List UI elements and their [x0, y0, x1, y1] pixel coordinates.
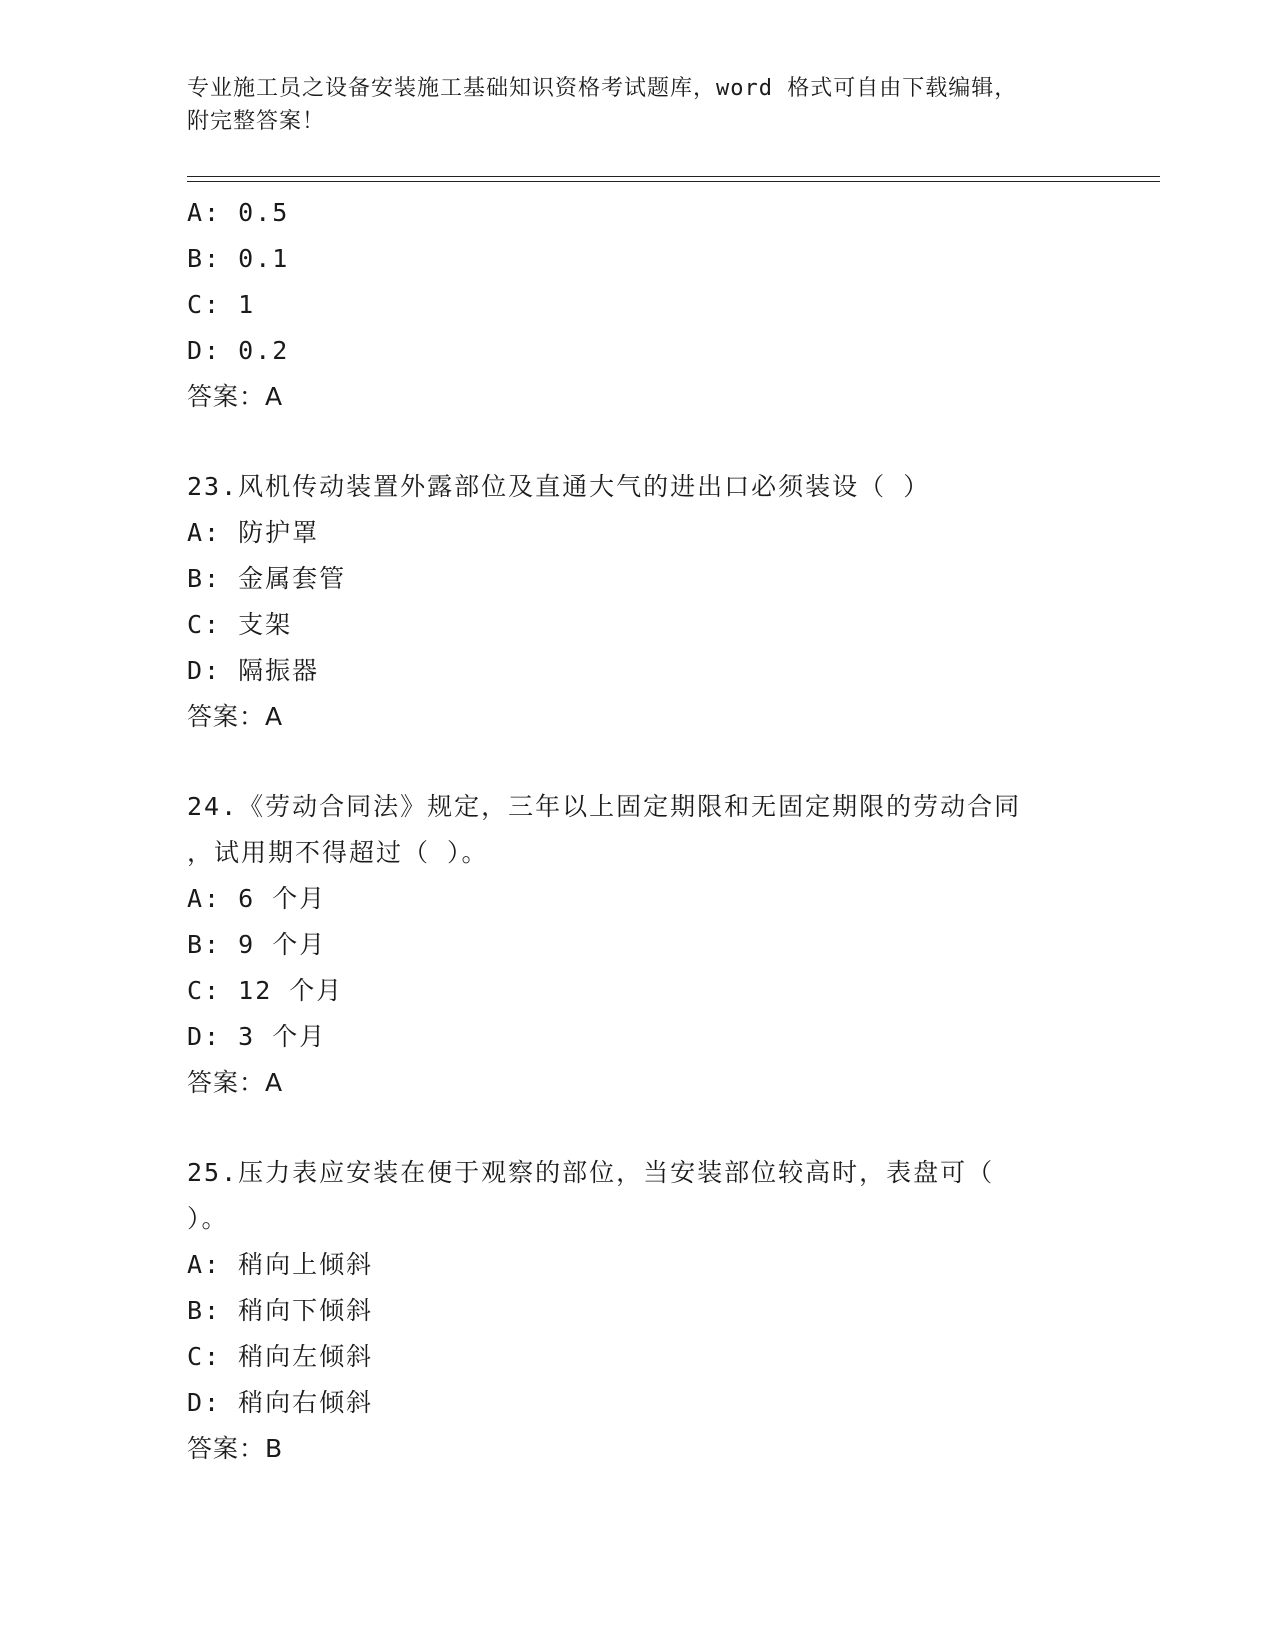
question-text-line-1: 25.压力表应安装在便于观察的部位，当安装部位较高时，表盘可（	[187, 1158, 995, 1187]
option-b: B: 9 个月	[187, 930, 327, 959]
option-a: A: 0.5	[187, 198, 290, 227]
answer: 答案：A	[187, 702, 284, 731]
option-c: C: 稍向左倾斜	[187, 1342, 374, 1371]
option-c: C: 12 个月	[187, 976, 344, 1005]
answer: 答案：B	[187, 1434, 284, 1463]
question-text-line-1: 24.《劳动合同法》规定，三年以上固定期限和无固定期限的劳动合同	[187, 792, 1022, 821]
option-d: D: 0.2	[187, 336, 290, 365]
question-25	[187, 1150, 1087, 1472]
question-text: 23.风机传动装置外露部位及直通大气的进出口必须装设（ ）	[187, 472, 931, 501]
header-line-1: 专业施工员之设备安装施工基础知识资格考试题库，word 格式可自由下载编辑，	[187, 76, 1018, 101]
answer: 答案：A	[187, 382, 284, 411]
option-c: C: 支架	[187, 610, 293, 639]
question-23	[187, 464, 1087, 740]
option-d: D: 3 个月	[187, 1022, 327, 1051]
option-d: D: 隔振器	[187, 656, 320, 685]
document-header	[187, 72, 1087, 138]
question-22	[187, 190, 1087, 420]
option-b: B: 稍向下倾斜	[187, 1296, 374, 1325]
option-a: A: 防护罩	[187, 518, 320, 547]
header-line-2: 附完整答案！	[187, 109, 326, 134]
option-a: A: 稍向上倾斜	[187, 1250, 374, 1279]
option-b: B: 金属套管	[187, 564, 347, 593]
option-b: B: 0.1	[187, 244, 290, 273]
option-a: A: 6 个月	[187, 884, 327, 913]
question-text-line-2: ）。	[187, 1204, 229, 1233]
header-divider-top	[187, 176, 1160, 177]
header-divider-bottom	[187, 181, 1160, 182]
answer: 答案：A	[187, 1068, 284, 1097]
option-c: C: 1	[187, 290, 256, 319]
question-text-line-2: ，试用期不得超过（ ）。	[187, 838, 489, 867]
option-d: D: 稍向右倾斜	[187, 1388, 374, 1417]
question-24	[187, 784, 1087, 1106]
question-list	[187, 190, 1087, 1472]
